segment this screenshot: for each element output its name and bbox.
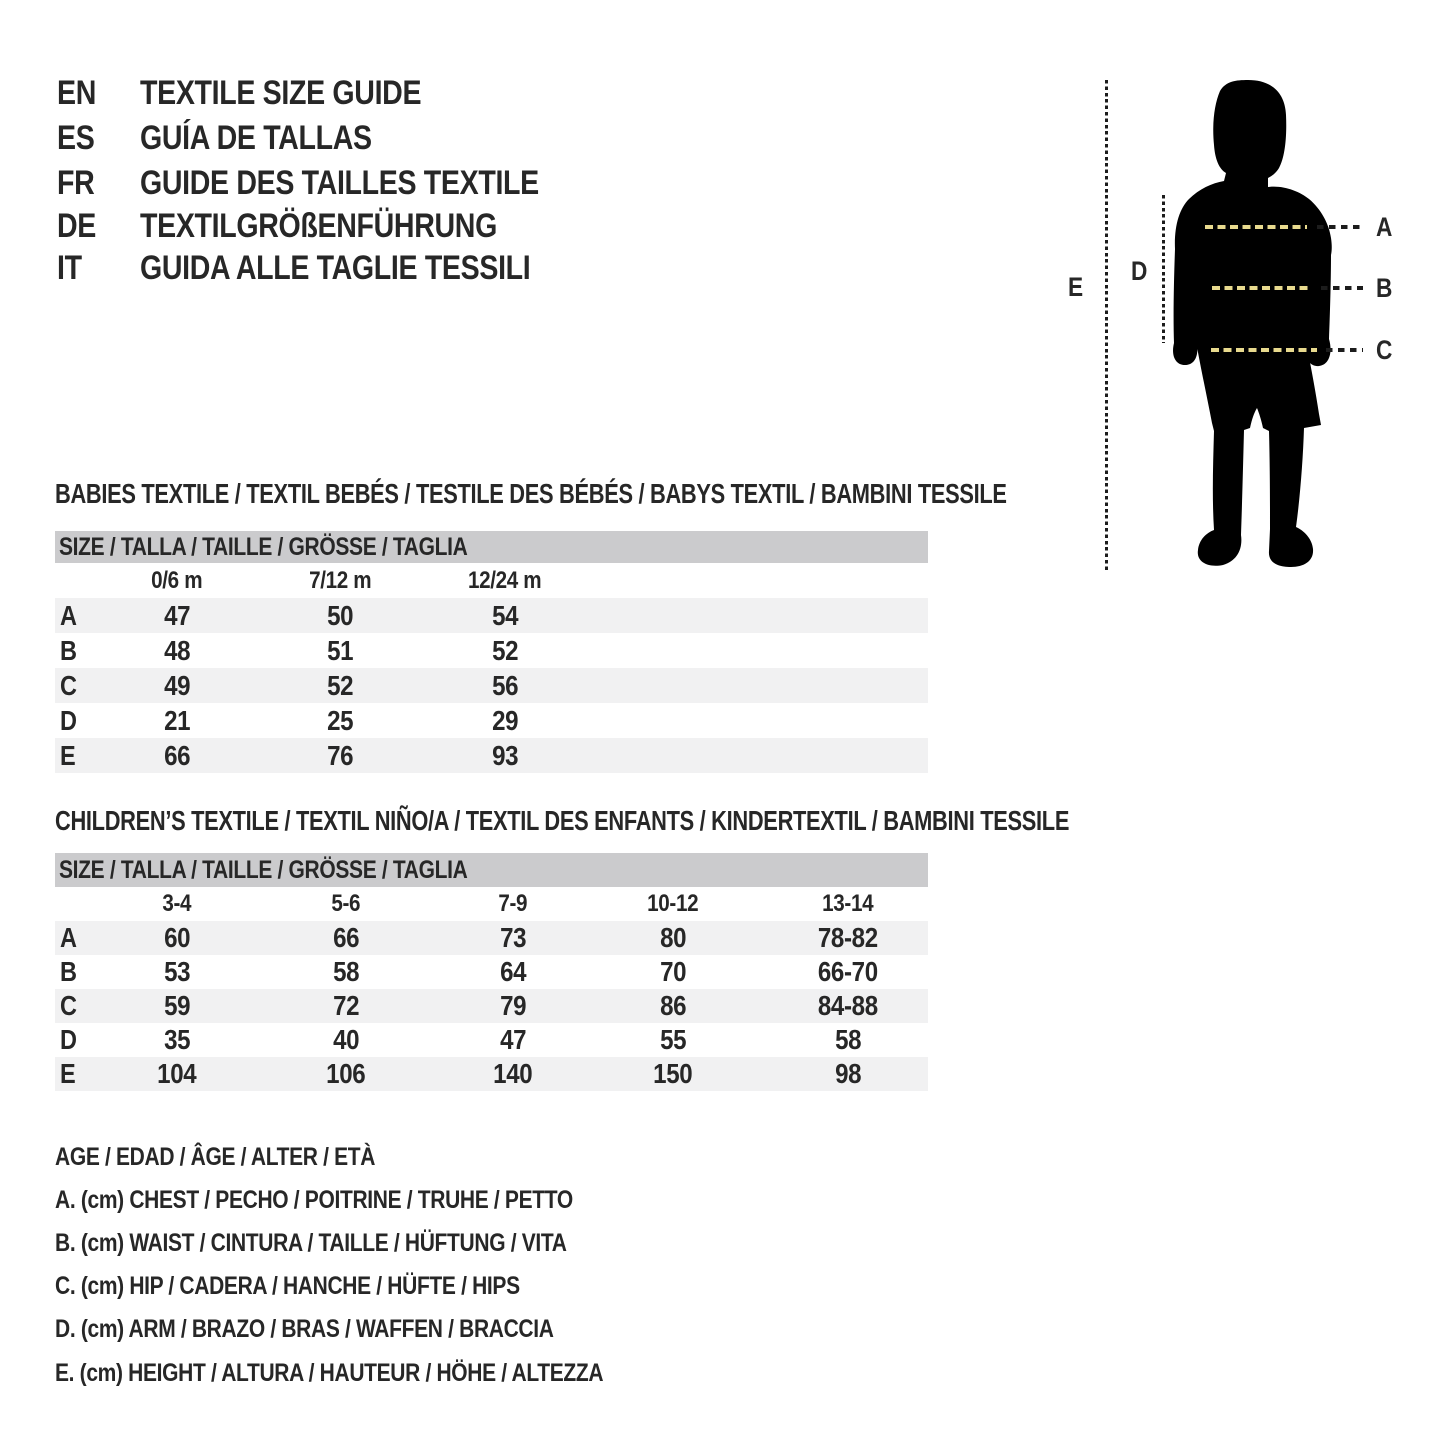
cell: 60 — [163, 922, 191, 953]
cell: 66 — [332, 922, 360, 953]
legend-line-age: AGE / EDAD / ÂGE / ALTER / ETÀ — [55, 1143, 376, 1171]
cell: 35 — [163, 1024, 191, 1055]
column-header: 10-12 — [647, 890, 699, 917]
language-code: FR — [57, 164, 95, 202]
legend-line-chest: A. (cm) CHEST / PECHO / POITRINE / TRUHE / PETTO — [55, 1186, 573, 1214]
column-header-row-children — [55, 887, 928, 921]
language-row — [57, 250, 605, 286]
cell: 56 — [491, 670, 519, 701]
cell: 58 — [332, 956, 360, 987]
child-silhouette — [1160, 78, 1372, 576]
table-row — [55, 598, 928, 633]
row-label: A — [60, 600, 77, 631]
row-label: E — [60, 740, 76, 771]
chest-label: A — [1376, 212, 1393, 242]
table-row — [55, 989, 928, 1023]
cell: 104 — [157, 1058, 197, 1089]
table-row — [55, 738, 928, 773]
cell: 84-88 — [818, 990, 878, 1021]
arm-label: D — [1131, 256, 1148, 286]
cell: 25 — [326, 705, 354, 736]
cell: 70 — [659, 956, 687, 987]
size-header-label: SIZE / TALLA / TAILLE / GRÖSSE / TAGLIA — [59, 856, 468, 884]
cell: 48 — [163, 635, 191, 666]
row-label: D — [60, 1024, 77, 1055]
chest-line-yellow — [1205, 225, 1307, 229]
row-label: B — [60, 635, 77, 666]
table-row — [55, 633, 928, 668]
column-header: 5-6 — [331, 890, 361, 917]
column-header: 7-9 — [498, 890, 528, 917]
cell: 98 — [834, 1058, 862, 1089]
table-row — [55, 703, 928, 738]
language-row — [57, 75, 475, 111]
cell: 47 — [499, 1024, 527, 1055]
language-code: EN — [57, 74, 97, 112]
cell: 29 — [491, 705, 519, 736]
column-header: 0/6 m — [151, 567, 203, 594]
waist-line-yellow — [1212, 286, 1310, 290]
cell: 51 — [326, 635, 354, 666]
table-row — [55, 1057, 928, 1091]
cell: 66 — [163, 740, 191, 771]
language-code: DE — [57, 207, 97, 245]
waist-line-dark — [1321, 286, 1363, 290]
cell: 47 — [163, 600, 191, 631]
hip-label: C — [1376, 335, 1393, 365]
cell: 140 — [493, 1058, 533, 1089]
column-header: 3-4 — [162, 890, 192, 917]
table-row — [55, 1023, 928, 1057]
cell: 150 — [653, 1058, 693, 1089]
row-label: A — [60, 922, 77, 953]
size-header-label: SIZE / TALLA / TAILLE / GRÖSSE / TAGLIA — [59, 533, 468, 561]
language-code: ES — [57, 119, 95, 157]
cell: 64 — [499, 956, 527, 987]
cell: 106 — [326, 1058, 366, 1089]
chest-line-dark — [1317, 225, 1363, 229]
legend-line-height: E. (cm) HEIGHT / ALTURA / HAUTEUR / HÖHE / ALTEZZA — [55, 1359, 604, 1387]
cell: 49 — [163, 670, 191, 701]
table-header-bar-babies — [55, 531, 928, 563]
section-title-babies: BABIES TEXTILE / TEXTIL BEBÉS / TESTILE DES BÉBÉS / BABYS TEXTIL / BAMBINI TESSILE — [55, 478, 1007, 509]
language-title: GUIDA ALLE TAGLIE TESSILI — [140, 249, 531, 287]
row-label: C — [60, 670, 77, 701]
cell: 52 — [326, 670, 354, 701]
cell: 53 — [163, 956, 191, 987]
cell: 52 — [491, 635, 519, 666]
cell: 66-70 — [818, 956, 878, 987]
table-row — [55, 955, 928, 989]
language-row — [57, 120, 416, 156]
cell: 93 — [491, 740, 519, 771]
cell: 78-82 — [818, 922, 878, 953]
cell: 73 — [499, 922, 527, 953]
cell: 86 — [659, 990, 687, 1021]
cell: 21 — [163, 705, 191, 736]
language-row — [57, 208, 565, 244]
legend-line-hip: C. (cm) HIP / CADERA / HANCHE / HÜFTE / HIPS — [55, 1272, 520, 1300]
row-label: C — [60, 990, 77, 1021]
row-label: E — [60, 1058, 76, 1089]
column-header: 13-14 — [822, 890, 874, 917]
cell: 40 — [332, 1024, 360, 1055]
language-title: GUIDE DES TAILLES TEXTILE — [140, 164, 539, 202]
row-label: D — [60, 705, 77, 736]
legend-line-waist: B. (cm) WAIST / CINTURA / TAILLE / HÜFTUNG / VITA — [55, 1229, 567, 1257]
table-header-bar-children — [55, 853, 928, 887]
hip-line-dark — [1326, 348, 1363, 352]
section-title-children: CHILDREN’S TEXTILE / TEXTIL NIÑO/A / TEXTIL DES ENFANTS / KINDERTEXTIL / BAMBINI TESSILE — [55, 805, 1070, 836]
cell: 55 — [659, 1024, 687, 1055]
row-label: B — [60, 956, 77, 987]
table-row — [55, 668, 928, 703]
cell: 59 — [163, 990, 191, 1021]
language-row — [57, 165, 615, 201]
language-title: TEXTILGRÖßENFÜHRUNG — [140, 207, 497, 245]
cell: 72 — [332, 990, 360, 1021]
cell: 76 — [326, 740, 354, 771]
column-header-row-babies — [55, 564, 928, 598]
cell: 58 — [834, 1024, 862, 1055]
cell: 50 — [326, 600, 354, 631]
language-code: IT — [57, 249, 82, 287]
cell: 79 — [499, 990, 527, 1021]
waist-label: B — [1376, 273, 1393, 303]
legend-line-arm: D. (cm) ARM / BRAZO / BRAS / WAFFEN / BRACCIA — [55, 1315, 554, 1343]
cell: 80 — [659, 922, 687, 953]
table-row — [55, 921, 928, 955]
cell: 54 — [491, 600, 519, 631]
column-header: 7/12 m — [308, 567, 372, 594]
column-header: 12/24 m — [468, 567, 542, 594]
language-title: TEXTILE SIZE GUIDE — [140, 74, 422, 112]
language-title: GUÍA DE TALLAS — [140, 119, 372, 157]
hip-line-yellow — [1211, 348, 1317, 352]
height-label: E — [1068, 272, 1083, 302]
